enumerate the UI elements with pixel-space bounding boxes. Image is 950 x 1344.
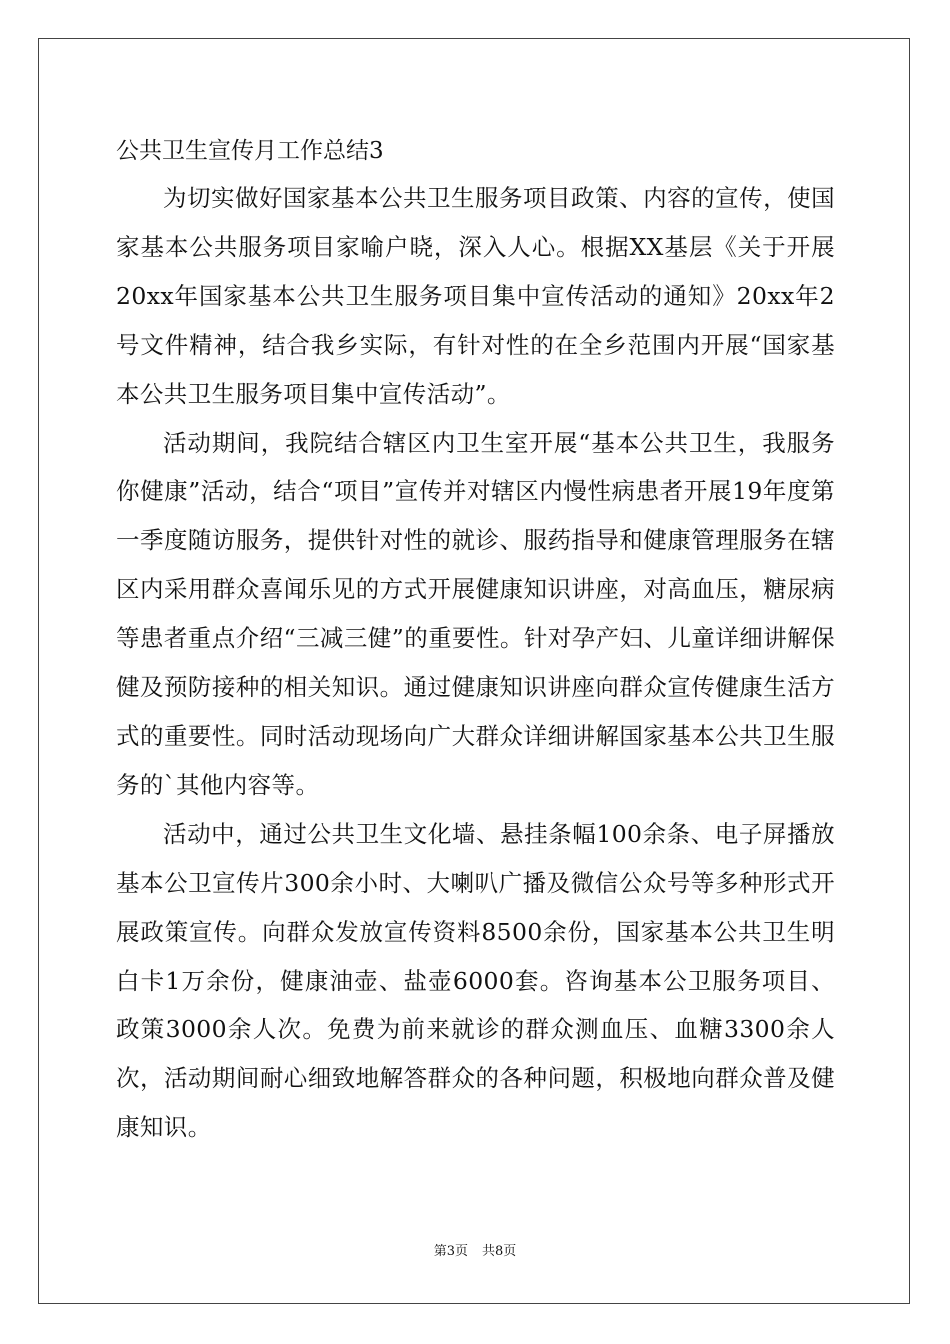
paragraph-activity-period: 活动期间，我院结合辖区内卫生室开展“基本公共卫生，我服务你健康”活动，结合“项目”宣传并对辖区内慢性病患者开展19年度第一季度随访服务，提供针对性的就诊、服药指导和健康管理服务在辖区内采用群众喜闻乐见的方式开展健康知识讲座，对高血压，糖尿病等患者重点介绍“三减三健”的重要性。针对孕产妇、儿童详细讲解保健及预防接种的相关知识。通过健康知识讲座向群众宣传健康生活方式的重要性。同时活动现场向广大群众详细讲解国家基本公共卫生服务的`其他内容等。 [116,428,835,799]
document-body [116,174,835,1152]
paragraph-activity-results: 活动中，通过公共卫生文化墙、悬挂条幅100余条、电子屏播放基本公卫宣传片300余小时、大喇叭广播及微信公众号等多种形式开展政策宣传。向群众发放宣传资料8500余份，国家基本公共卫生明白卡1万余份，健康油壶、盐壶6000套。咨询基本公卫服务项目、政策3000余人次。免费为前来就诊的群众测血压、血糖3300余人次，活动期间耐心细致地解答群众的各种问题，积极地向群众普及健康知识。 [116,819,835,1142]
paragraph-intro: 为切实做好国家基本公共卫生服务项目政策、内容的宣传，使国家基本公共服务项目家喻户晓，深入人心。根据XX基层《关于开展20xx年国家基本公共卫生服务项目集中宣传活动的通知》20xx年2号文件精神，结合我乡实际，有针对性的在全乡范围内开展“国家基本公共卫生服务项目集中宣传活动”。 [116,184,835,408]
document-title: 公共卫生宣传月工作总结3 [116,138,384,164]
page-footer [0,1243,950,1261]
page-number: 第3页 [433,1244,468,1259]
page-total: 共8页 [482,1244,517,1259]
